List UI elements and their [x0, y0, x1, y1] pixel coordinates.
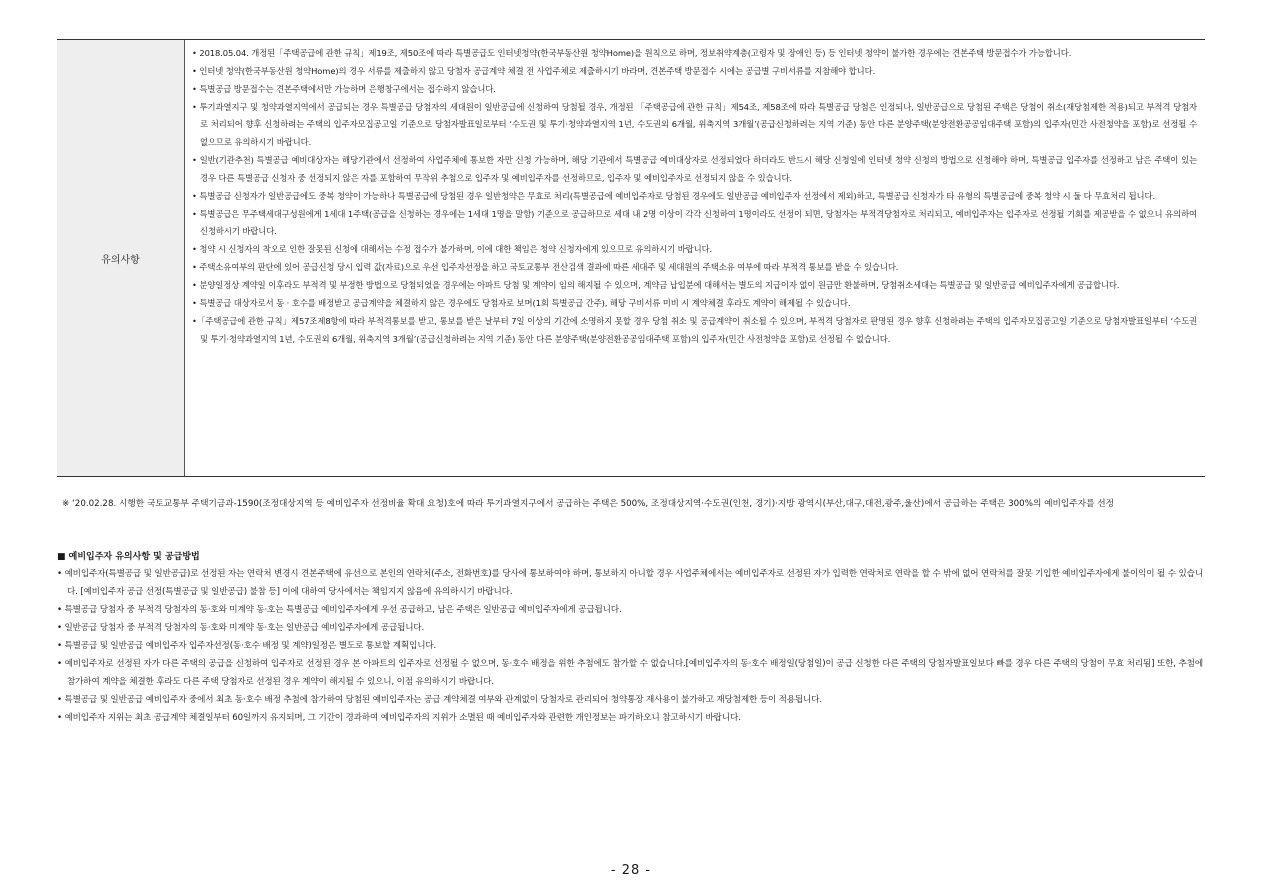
section-bullet: • 특별공급 및 일반공급 예비입주자 중에서 최초 동·호수 배정 추첨에 참가하여 당첨된 예비입주자는 공급 계약체결 여부와 관계없이 당첨자로 관리되어 청약통장 재사용이 불가하고 재당첨제한 등이 적용됩니다.: [57, 695, 822, 705]
notice-table: [57, 39, 1205, 477]
section-bullet: • 일반공급 당첨자 중 부적격 당첨자의 동·호와 미계약 동·호는 일반공급 예비입주자에게 공급됩니다.: [57, 623, 425, 633]
section-bullet: • 예비입주자 지위는 최초 공급계약 체결일부터 60일까지 유지되며, 그 기간이 경과하여 예비입주자의 지위가 소멸된 때 예비입주자와 관련한 개인정보는 파기하오니 참고하시기 바랍니다.: [57, 713, 741, 723]
notice-label: 유의사항: [57, 40, 185, 476]
section-list: [57, 565, 1203, 727]
notice-bullet: • 주택소유여부의 판단에 있어 공급신청 당시 입력 값(자료)으로 우선 입주자선정을 하고 국토교통부 전산검색 결과에 따른 세대주 및 세대원의 주택소유 여부에 따라 부적격 통보를 받을 수 있습니다.: [192, 262, 899, 273]
notice-bullet: • 특별공급 방문접수는 견본주택에서만 가능하며 은행창구에서는 접수하지 않습니다.: [192, 83, 496, 94]
section-title: ■ 예비입주자 유의사항 및 공급방법: [57, 552, 200, 562]
notice-bullet: • 분양일정상 계약일 이후라도 부적격 및 부정한 방법으로 당첨되었을 경우에는 아파트 당첨 및 계약이 임의 해지될 수 있으며, 계약금 납입분에 대해서는 별도의 지급이자 없이 원금만 환불하며, 당첨취소세대는 특별공급 및 일반공급 예비입주자에게 공급합니다.: [192, 279, 1120, 290]
notice-bullet: • 특별공급은 무주택세대구성원에게 1세대 1주택(공급을 신청하는 경우에는 1세대 1명을 말함) 기준으로 공급하므로 세대 내 2명 이상이 각각 신청하여 1명이라도 선정이 되면, 당첨자는 부적격당첨자로 처리되고, 예비입주자는 입주자로 선정될 기회를 제공받을 수 없으니 유의하여 신청하시기 바랍니다.: [192, 208, 1197, 237]
section-bullet: • 예비입주자(특별공급 및 일반공급)로 선정된 자는 연락처 변경시 견본주택에 유선으로 본인의 연락처(주소, 전화번호)를 당사에 통보하여야 하며, 통보하지 아니할 경우 사업주체에서는 예비입주자로 선정된 자가 입력한 연락처로 연락을 할 수 밖에 없어 연락처를 잘못 기입한 예비입주자에게 불이익이 될 수 있습니다. [예비입주자 공급 선정(특별공급 및 일반공급) 불참 등] 이에 대하여 당사에서는 책임지지 않음에 유의하시기 바랍니다.: [57, 569, 1203, 597]
notice-bullet: •「주택공급에 관한 규칙」제57조제8항에 따라 부적격통보를 받고, 통보를 받은 날부터 7일 이상의 기간에 소명하지 못할 경우 당첨 취소 및 공급계약이 취소될 수 있으며, 부적격 당첨자로 판명된 경우 향후 신청하려는 주택의 입주자모집공고일 기준으로 당첨자발표일부터 ‘수도권 및 투기·청약과열지역 1년, 수도권외 6개월, 위축지역 3개월’(공급신청하려는 지역 기준) 동안 다른 분양주택(분양전환공공임대주택 포함)의 입주자(민간 사전청약을 포함)로 선정될 수 없습니다.: [192, 315, 1197, 344]
notice-bullet: • 인터넷 청약(한국부동산원 청약Home)의 경우 서류를 제출하지 않고 당첨자 공급계약 체결 전 사업주체로 제출하시기 바라며, 견본주택 방문접수 시에는 공급별 구비서류를 지참해야 합니다.: [192, 65, 876, 76]
section-bullet: • 특별공급 및 일반공급 예비입주자 입주자선정(동·호수 배정 및 계약)일정은 별도로 통보할 계획입니다.: [57, 641, 437, 651]
notice-bullet: • 2018.05.04. 개정된「주택공급에 관한 규칙」제19조, 제50조에 따라 특별공급도 인터넷청약(한국부동산원 청약Home)을 원칙으로 하며, 정보취약계층(고령자 및 장애인 등) 등 인터넷 청약이 불가한 경우에는 견본주택 방문접수가 가능합니다.: [192, 48, 1072, 58]
section-bullet: • 특별공급 당첨자 중 부적격 당첨자의 동·호와 미계약 동·호는 특별공급 예비입주자에게 우선 공급하고, 남은 주택은 일반공급 예비입주자에게 공급됩니다.: [57, 605, 622, 615]
notice-bullet: • 일반(기관추천) 특별공급 예비대상자는 해당기관에서 선정하여 사업주체에 통보한 자만 신청 가능하며, 해당 기관에서 특별공급 예비대상자로 선정되었다 하더라도 반드시 해당 신청일에 인터넷 청약 신청의 방법으로 신청해야 하며, 특별공급 입주자를 선정하고 남은 주택이 있는 경우 다른 특별공급 신청자 중 선정되지 않은 자를 포함하여 무작위 추첨으로 입주자 및 예비입주자를 선정하므로, 입주자 및 예비입주자로 선정되지 않을 수 있습니다.: [192, 155, 1197, 183]
page-number: - 28 -: [610, 863, 652, 878]
notice-bullet: • 청약 시 신청자의 착오로 인한 잘못된 신청에 대해서는 수정 접수가 불가하며, 이에 대한 책임은 청약 신청자에게 있으므로 유의하시기 바랍니다.: [192, 244, 713, 255]
reference-note: ※ ‘20.02.28. 시행한 국토교통부 주택기금과-1590(조정대상지역 등 예비입주자 선정비율 확대 요청)호에 따라 투기과열지구에서 공급하는 주택은 500%, 조정대상지역·수도권(인천, 경기)·지방 광역시(부산,대구,대전,광주,울산)에서 공급하는 주택은 300%의 예비입주자를 선정: [62, 499, 1115, 509]
notice-bullet: • 특별공급 신청자가 일반공급에도 중복 청약이 가능하나 특별공급에 당첨된 경우 일반청약은 무효로 처리(특별공급에 예비입주자로 당첨된 경우에도 일반공급 예비입주자 선정에서 제외)하고, 특별공급 신청자가 타 유형의 특별공급에 중복 청약 시 둘 다 무효처리 됩니다.: [192, 190, 1155, 201]
notice-bullet: • 특별공급 대상자로서 동 · 호수를 배정받고 공급계약을 체결하지 않은 경우에도 당첨자로 보며(1회 특별공급 간주), 해당 구비서류 미비 시 계약체결 후라도 계약이 해제될 수 있습니다.: [192, 297, 851, 308]
notice-content: [185, 40, 1205, 476]
section-bullet: • 예비입주자로 선정된 자가 다른 주택의 공급을 신청하여 입주자로 선정된 경우 본 아파트의 입주자로 선정될 수 없으며, 동·호수 배정을 위한 추첨에도 참가할 수 없습니다.[예비입주자의 동·호수 배정일(당첨일)이 공급 신청한 다른 주택의 당첨자발표일보다 빠를 경우 다른 주택의 당첨이 무효 처리됨] 또한, 추첨에 참가하여 계약을 체결한 후라도 다른 주택 당첨자로 선정된 경우 계약이 해지될 수 있으니, 이점 유의하시기 바랍니다.: [57, 659, 1203, 687]
notice-bullet: • 투기과열지구 및 청약과열지역에서 공급되는 경우 특별공급 당첨자의 세대원이 일반공급에 신청하여 당첨될 경우, 개정된 「주택공급에 관한 규칙」제54조, 제58조에 따라 특별공급 당첨은 인정되나, 일반공급으로 당첨된 주택은 당첨이 취소(재당첨제한 적용)되고 부적격 당첨자로 처리되어 향후 신청하려는 주택의 입주자모집공고일 기준으로 당첨자발표일로부터 ‘수도권 및 투기·청약과열지역 1년, 수도권외 6개월, 위축지역 3개월’(공급신청하려는 지역 기준) 동안 다른 분양주택(분양전환공공임대주택 포함)의 입주자(민간 사전청약을 포함)로 선정될 수 없으므로 유의하시기 바랍니다.: [192, 101, 1197, 148]
